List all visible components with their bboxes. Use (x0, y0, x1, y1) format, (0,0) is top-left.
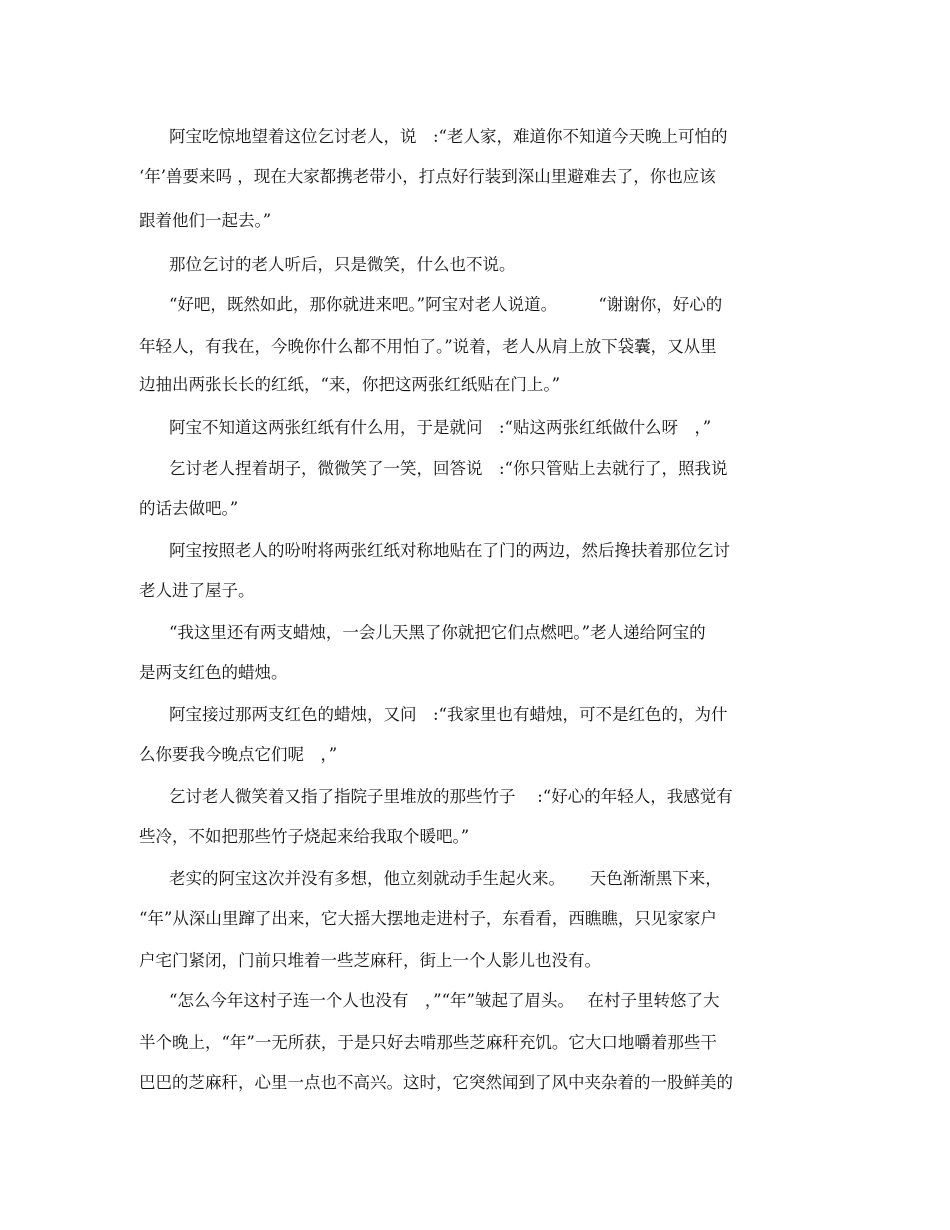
text-line: 乞讨老人捏着胡子，微微笑了一笑，回答说 :“你只管贴上去就行了，照我说 (169, 459, 728, 478)
text-line: 老人进了屋子。 (139, 581, 255, 600)
text-line: 的话去做吧。” (139, 499, 239, 518)
text-line: 阿宝吃惊地望着这位乞讨老人，说 :“老人家，难道你不知道今天晚上可怕的 (169, 127, 728, 146)
text-line: “年”从深山里蹿了出来，它大摇大摆地走进村子，东看看，西瞧瞧，只见家家户 (139, 909, 717, 928)
text-line: 么你要我今晚点它们呢 ，” (139, 745, 338, 764)
text-line: 半个晚上，“年”一无所获，于是只好去啃那些芝麻秆充饥。它大口地嚼着那些干 (139, 1033, 717, 1052)
text-line: 阿宝不知道这两张红纸有什么用，于是就问 :“贴这两张红纸做什么呀 ，” (169, 418, 712, 437)
text-line: 巴巴的芝麻秆，心里一点也不高兴。这时，它突然闻到了风中夹杂着的一股鲜美的 (139, 1073, 733, 1092)
text-line: 些冷，不如把那些竹子烧起来给我取个暖吧。” (139, 827, 470, 846)
text-line: “我这里还有两支蜡烛，一会儿天黑了你就把它们点燃吧。”老人递给阿宝的 (169, 623, 706, 642)
text-line: 户宅门紧闭，门前只堆着一些芝麻秆，街上一个人影儿也没有。 (139, 951, 601, 970)
text-line: 乞讨老人微笑着又指了指院子里堆放的那些竹子 :“好心的年轻人，我感觉有 (169, 787, 733, 806)
text-line: “怎么今年这村子连一个人也没有 ，”“年”皱起了眉头。 在村子里转悠了大 (169, 991, 720, 1010)
text-line: 阿宝接过那两支红色的蜡烛，又问 :“我家里也有蜡烛，可不是红色的，为什 (169, 705, 728, 724)
text-line: 跟着他们一起去。” (139, 211, 272, 230)
text-line: 年轻人，有我在，今晚你什么都不用怕了。”说着，老人从肩上放下袋囊，又从里 (139, 337, 717, 356)
text-line: “好吧，既然如此，那你就进来吧。”阿宝对老人说道。 “谢谢你，好心的 (169, 295, 723, 314)
text-line: 老实的阿宝这次并没有多想，他立刻就动手生起火来。 天色渐渐黑下来， (169, 869, 722, 888)
text-line: 阿宝按照老人的吩咐将两张红纸对称地贴在了门的两边，然后搀扶着那位乞讨 (169, 541, 730, 560)
text-line: 边抽出两张长长的红纸，“来，你把这两张红纸贴在门上。” (139, 375, 561, 394)
text-line: ‘年’兽要来吗 ，现在大家都携老带小，打点好行装到深山里避难去了，你也应该 (139, 167, 716, 186)
text-line: 是两支红色的蜡烛。 (139, 663, 288, 682)
text-line: 那位乞讨的老人听后，只是微笑，什么也不说。 (169, 255, 516, 274)
